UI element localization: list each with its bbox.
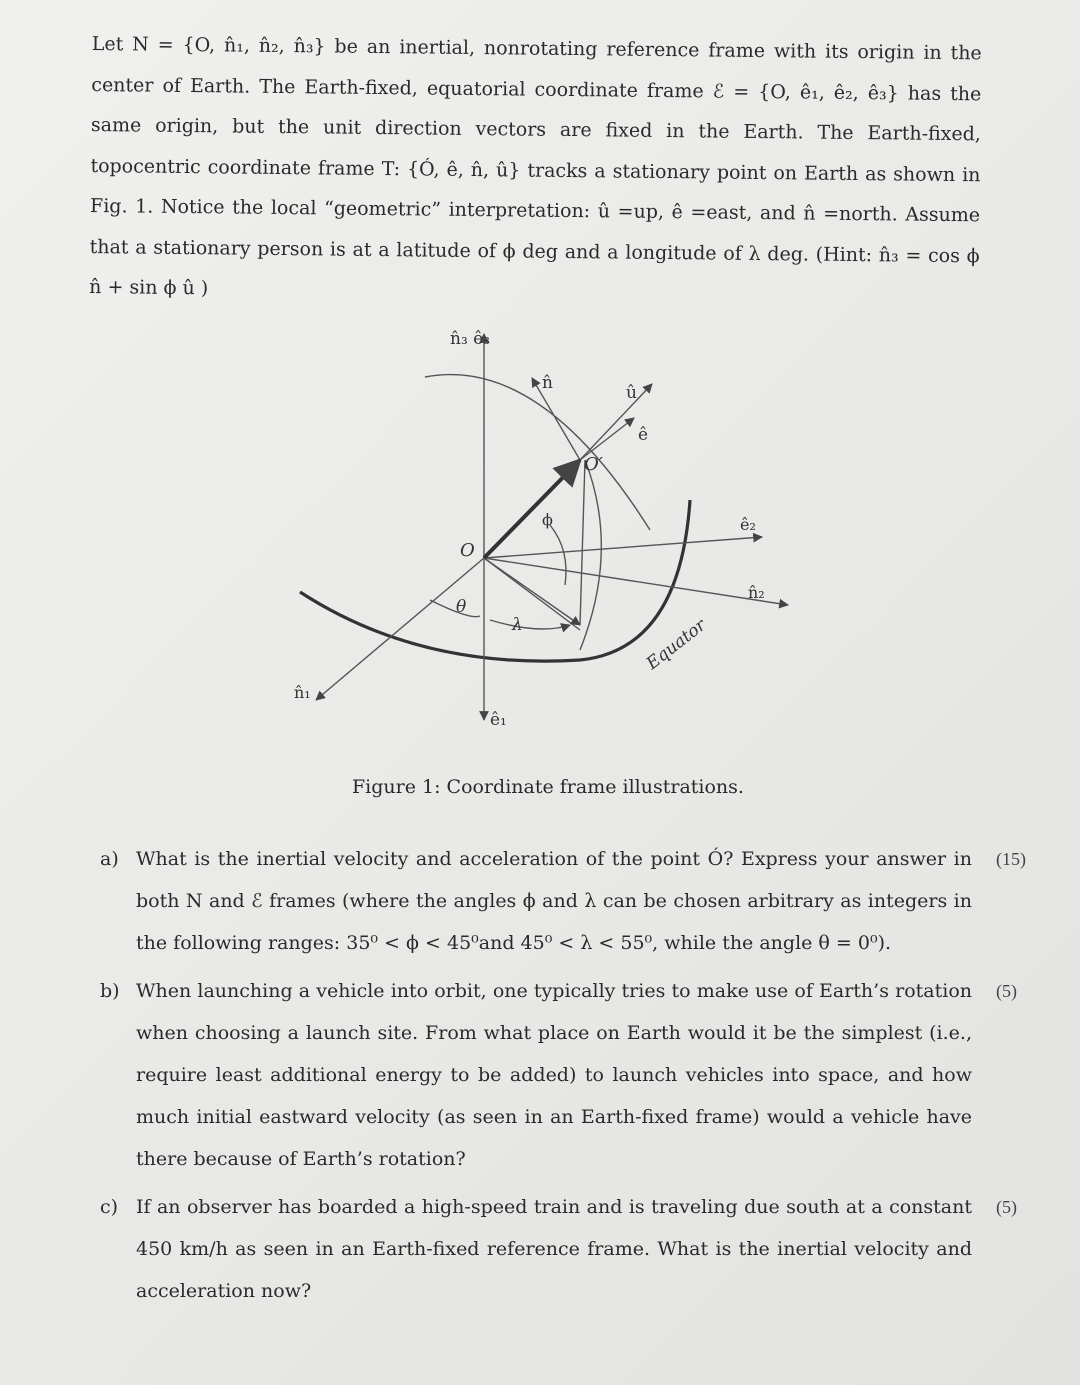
lambda-arc bbox=[490, 620, 570, 629]
question-text: What is the inertial velocity and acceleration of the point Ó? Express your answer in both N and ℰ frames (where the angles ϕ and λ can be chosen arbitrary as integers in the following ranges: 35⁰ < ϕ < 45⁰and 45⁰ < λ < 55⁰, while the angle θ = 0⁰). bbox=[136, 848, 972, 954]
label-phi: ϕ bbox=[542, 510, 553, 529]
label-lambda: λ bbox=[512, 615, 523, 635]
n1-axis bbox=[316, 558, 484, 700]
label-e1: ê₁ bbox=[490, 710, 507, 730]
label-n1: n̂₁ bbox=[294, 683, 311, 702]
label-theta: θ bbox=[456, 597, 467, 617]
label-equator: Equator bbox=[642, 615, 710, 674]
guide-line-3 bbox=[580, 460, 585, 625]
position-vector bbox=[484, 460, 580, 558]
label-e2: ê₂ bbox=[740, 515, 756, 534]
problem-intro bbox=[89, 24, 982, 317]
u-hat-vector bbox=[580, 384, 652, 460]
question-text: If an observer has boarded a high-speed train and is traveling due south at a constant 450 km/h as seen in an Earth-fixed reference frame. What is the inertial velocity and acceleration now? bbox=[136, 1196, 972, 1302]
question-text: When launching a vehicle into orbit, one typically tries to make use of Earth’s rotation when choosing a launch site. From what place on Earth would it be the simplest (i.e., require least additional energy to be added) to launch vehicles into space, and how much initial eastward velocity (as seen in an Earth-fixed frame) would a vehicle have there because of Earth’s rotation? bbox=[136, 980, 972, 1170]
intro-paragraph: Let N = {O, n̂₁, n̂₂, n̂₃} be an inertial, nonrotating reference frame with its origin in the center of Earth. The Earth-fixed, equatorial coordinate frame ℰ = {O, ê₁, ê₂, ê₃} has the same origin, but the unit direction vectors are fixed in the Earth. The Earth-fixed, topocentric coordinate frame T: {Ó, ê, n̂, û} tracks a stationary point on Earth as shown in Fig. 1. Notice the local “geometric” interpretation: û =up, ê =east, and n̂ =north. Assume that a stationary person is at a latitude of ϕ deg and a longitude of λ deg. (Hint: n̂₃ = cos ϕ n̂ + sin ϕ û ) bbox=[89, 32, 982, 300]
coordinate-frame-figure bbox=[280, 320, 820, 740]
meridian-arc bbox=[425, 375, 650, 530]
question-points: (5) bbox=[996, 981, 1017, 1001]
label-n-hat: n̂ bbox=[542, 373, 553, 393]
label-n3-e3: n̂₃ ê₃ bbox=[450, 329, 491, 349]
question-points: (15) bbox=[996, 849, 1026, 869]
label-o-prime: O′ bbox=[584, 454, 603, 475]
label-n2: n̂₂ bbox=[748, 583, 765, 602]
question-b bbox=[100, 970, 1040, 1180]
n-hat-vector bbox=[532, 378, 580, 460]
label-o: O bbox=[460, 540, 475, 561]
figure-svg bbox=[280, 320, 820, 740]
question-a bbox=[100, 838, 1040, 964]
question-list bbox=[100, 838, 1040, 1318]
phi-arc bbox=[550, 525, 566, 585]
label-u-hat: û bbox=[626, 383, 637, 403]
question-letter: c) bbox=[100, 1196, 119, 1218]
figure-caption: Figure 1: Coordinate frame illustrations. bbox=[352, 776, 744, 798]
theta-arc bbox=[430, 600, 480, 617]
local-meridian bbox=[580, 460, 601, 650]
question-letter: b) bbox=[100, 980, 120, 1002]
n2-axis bbox=[484, 558, 788, 605]
question-c bbox=[100, 1186, 1040, 1312]
label-e-hat: ê bbox=[638, 425, 649, 445]
e2-axis bbox=[484, 537, 762, 558]
question-points: (5) bbox=[996, 1197, 1017, 1217]
question-letter: a) bbox=[100, 848, 119, 870]
